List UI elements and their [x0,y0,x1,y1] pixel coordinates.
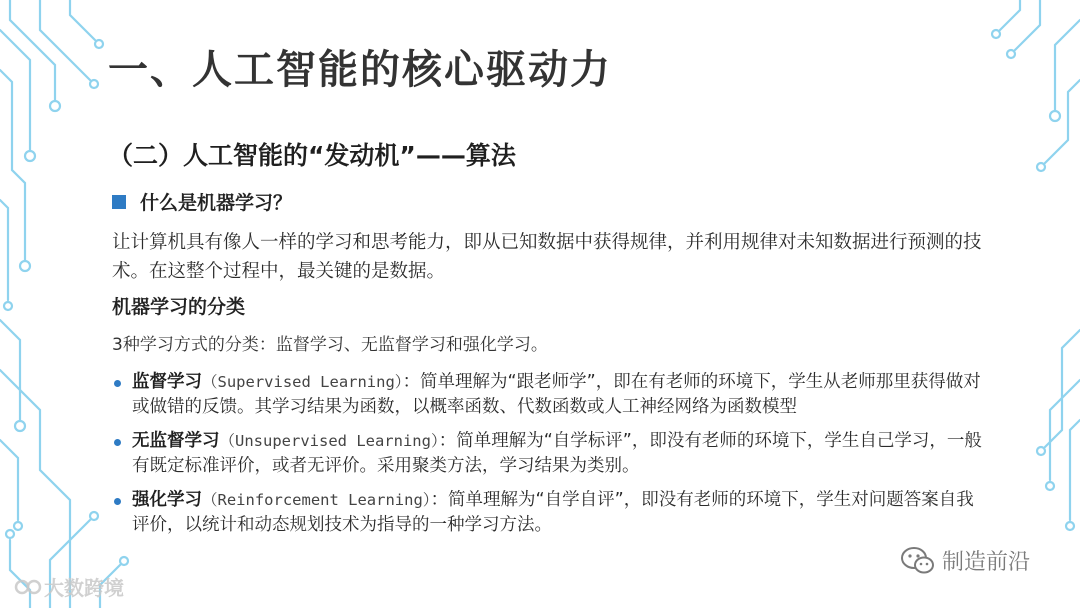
types-intro: 3种学习方式的分类：监督学习、无监督学习和强化学习。 [112,335,548,355]
english-term: （Reinforcement Learning） [202,491,431,509]
english-term: （Unsupervised Learning） [219,432,439,450]
watermark-logo-icon [14,576,44,598]
wechat-icon [900,546,936,576]
term-description: ：简单理解为“跟老师学”，即在有老师的环境下，学生从老师那里获得做对或做错的反馈。其学习结果为函数，以概率函数、代数函数或人工神经网络为函数模型 [132,372,981,417]
english-term: （Supervised Learning） [202,373,403,391]
classification-heading: 机器学习的分类 [112,296,246,318]
term-description: ：简单理解为“自学自评”，即没有老师的环境下，学生对问题答案自我评价，以统计和动态规划技术为指导的一种学习方法。 [132,490,974,535]
list-item-supervised [112,370,982,420]
definition-paragraph: 让计算机具有像人一样的学习和思考能力，即从已知数据中获得规律，并利用规律对未知数据进行预测的技术。在这整个过程中，最关键的是数据。 [112,232,982,282]
watermark-right-text: 制造前沿 [942,550,1031,575]
question-row [112,188,292,215]
watermark-right [900,545,1030,576]
bullet-dot-icon [114,498,121,505]
page-title: 一、人工智能的核心驱动力 [108,47,612,93]
list-item-reinforcement [112,488,982,538]
bullet-dot-icon [114,439,121,446]
term-label: 无监督学习 [132,431,220,451]
watermark-left-text: 大数跨境 [44,576,124,600]
term-description: ：简单理解为“自学标评”，即没有老师的环境下，学生自己学习，一般有既定标准评价，或者无评价。采用聚类方法，学习结果为类别。 [132,431,982,476]
watermark-left [14,572,124,601]
section-subtitle: （二）人工智能的“发动机”——算法 [108,141,516,170]
list-item-unsupervised [112,429,982,479]
term-label: 强化学习 [132,490,202,510]
question-text: 什么是机器学习？ [140,192,293,214]
term-label: 监督学习 [132,372,202,392]
learning-types-list [112,370,982,547]
bullet-dot-icon [114,380,121,387]
square-bullet-icon [112,195,126,209]
